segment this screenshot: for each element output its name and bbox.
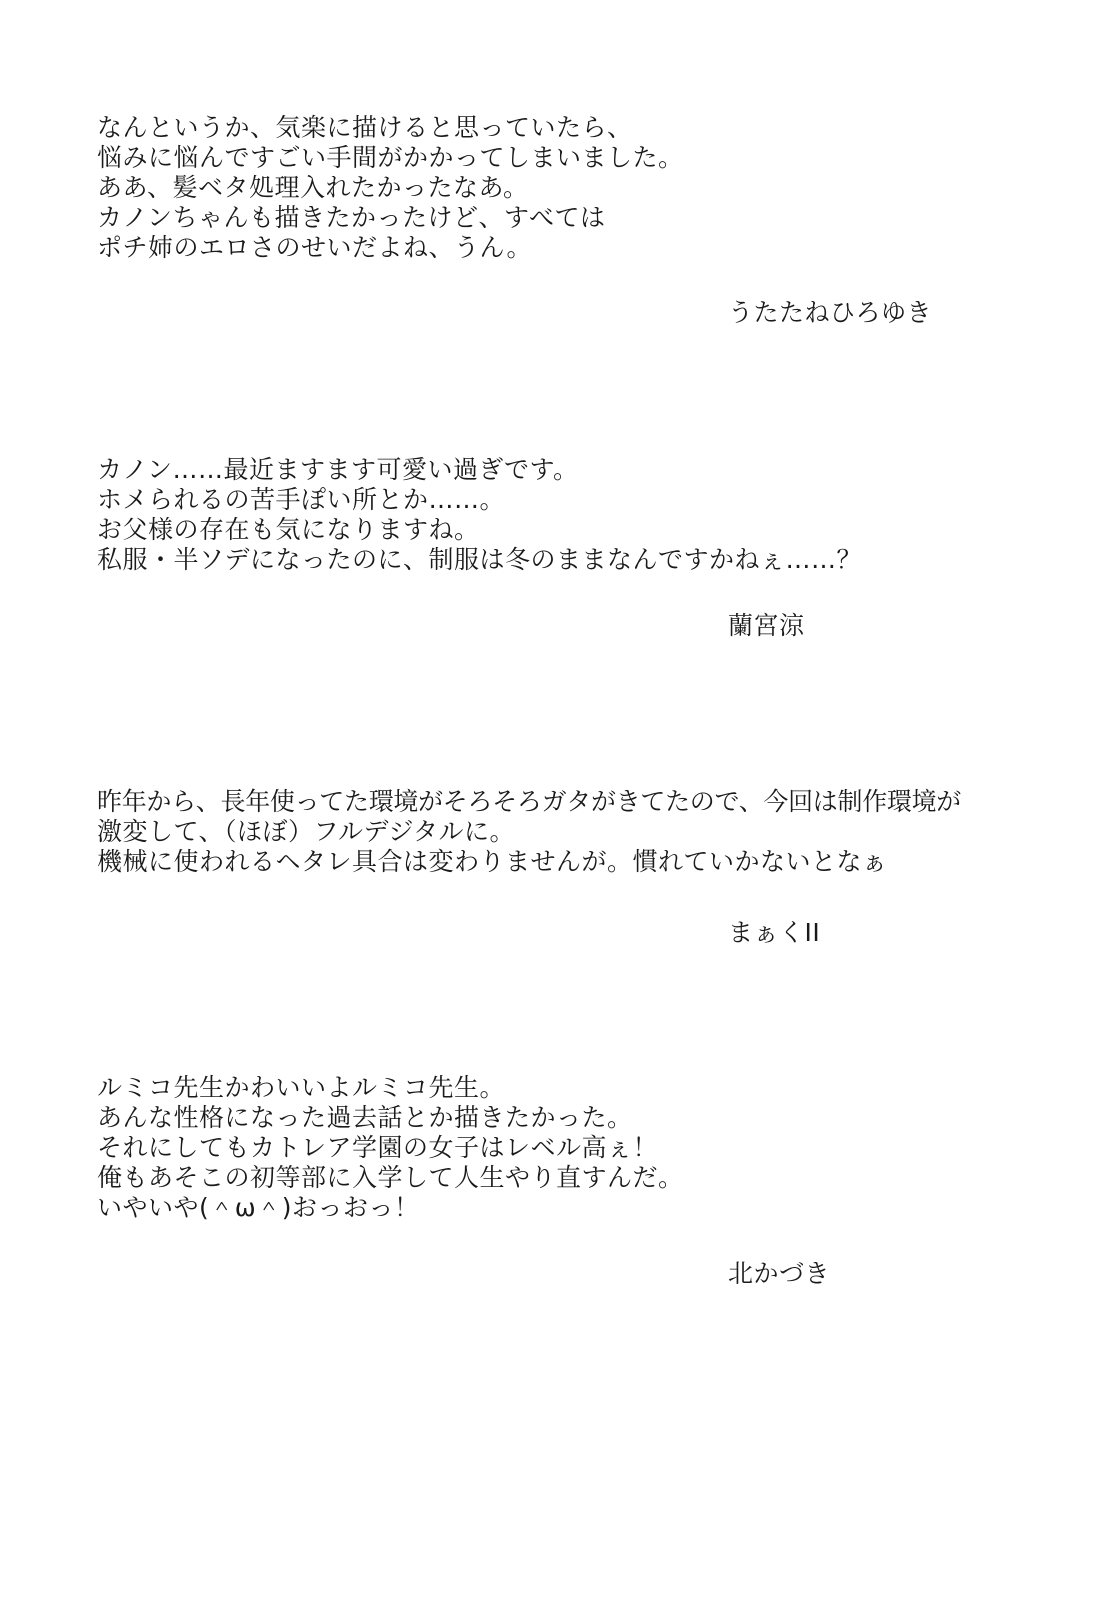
comment-block-4 <box>97 1073 1057 1223</box>
comment-block-3 <box>97 787 1057 877</box>
comment-line: それにしてもカトレア学園の女子はレベル高ぇ！ <box>97 1133 659 1162</box>
comment-line: 俺もあそこの初等部に入学して人生やり直すんだ。 <box>97 1163 684 1192</box>
author-signature-1: うたたねひろゆき <box>728 298 933 327</box>
author-signature-4: 北かづき <box>728 1259 831 1288</box>
comment-line: 激変して、（ほぼ）フルデジタルに。 <box>97 817 516 846</box>
comment-line: ああ、髪ベタ処理入れたかったなあ。 <box>97 173 529 202</box>
comment-line: 昨年から、長年使ってた環境がそろそろガタがきてたので、今回は制作環境が <box>97 787 962 816</box>
comment-block-2 <box>97 455 1057 575</box>
comment-line: あんな性格になった過去話とか描きたかった。 <box>97 1103 633 1132</box>
comment-line: 悩みに悩んですごい手間がかかってしまいました。 <box>97 143 684 172</box>
comment-line: なんというか、気楽に描けると思っていたら、 <box>97 113 633 142</box>
comment-line: ルミコ先生かわいいよルミコ先生。 <box>97 1073 506 1102</box>
comment-line: カノンちゃんも描きたかったけど、すべては <box>97 203 606 232</box>
author-signature-2: 蘭宮涼 <box>728 611 805 640</box>
comment-line: 機械に使われるヘタレ具合は変わりませんが。慣れていかないとなぁ <box>97 847 888 876</box>
comment-block-1 <box>97 113 1057 263</box>
comment-line: ホメられるの苦手ぽい所とか……。 <box>97 485 506 514</box>
author-signature-3: まぁくII <box>728 918 821 947</box>
comment-line: ポチ姉のエロさのせいだよね、うん。 <box>97 233 533 262</box>
comment-line: いやいや(＾ω＾)おっおっ！ <box>97 1193 420 1222</box>
comment-line: カノン……最近ますます可愛い過ぎです。 <box>97 455 579 484</box>
comment-line: お父様の存在も気になりますね。 <box>97 515 480 544</box>
comment-line: 私服・半ソデになったのに、制服は冬のままなんですかねぇ……？ <box>97 545 863 574</box>
